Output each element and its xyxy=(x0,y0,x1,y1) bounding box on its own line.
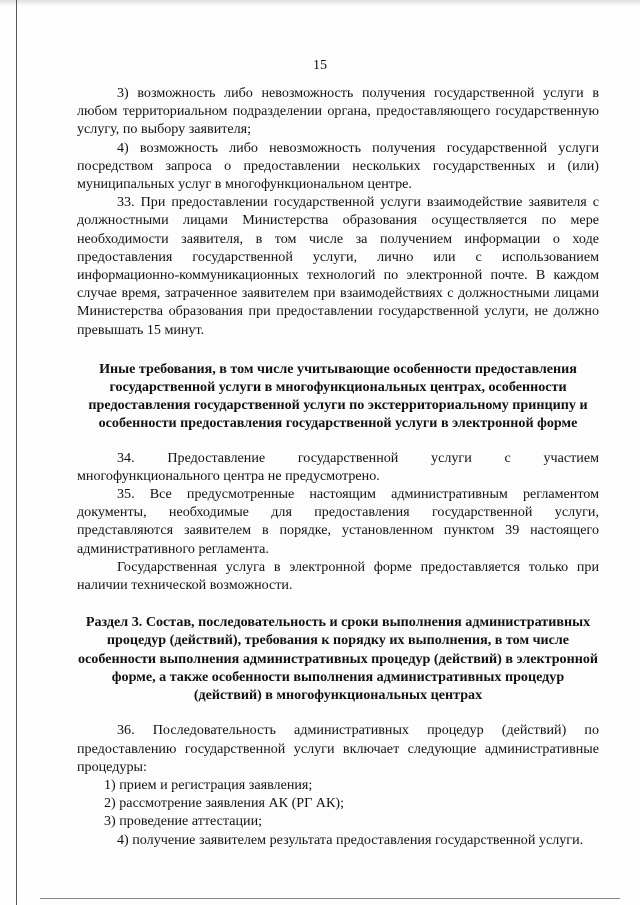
scan-left-edge xyxy=(16,0,17,905)
paragraph-item-4: 4) возможность либо невозможность получения государственной услуги посредством запроса о предоставлении нескольких государственных и (или) муниципальных услуг в многофункциональном центре. xyxy=(77,139,599,193)
procedure-item-2: 2) рассмотрение заявления АК (РГ АК); xyxy=(104,795,344,812)
paragraph-36: 36. Последовательность административных процедур (действий) по предоставлению государственной услуги включает следующие административные процедуры: xyxy=(77,722,599,775)
section-heading-other-requirements: Иные требования, в том числе учитывающие особенности предоставления государственной услуги в многофункциональных центрах, особенности предоставления государственной услуги по экстерриториальному принципу и особенности предоставления государственной услуги в электронной форме xyxy=(88,360,588,432)
paragraph-35: 35. Все предусмотренные настоящим административным регламентом документы, необходимые для предоставления государственной услуги, представляются заявителем в порядке, установленном пунктом 39 настоящего административного регламента. xyxy=(77,486,599,557)
scan-bottom-edge xyxy=(40,898,620,899)
scan-top-edge xyxy=(0,0,640,6)
page-number: 15 xyxy=(313,58,327,73)
procedure-item-1: 1) прием и регистрация заявления; xyxy=(104,776,313,793)
paragraph-33: 33. При предоставлении государственной услуги взаимодействие заявителя с должностными лицами Министерства образования осуществляется по мере необходимости заявителя, в том числе за получением информации о ходе предоставления государственной услуги, лично или с использованием информационно-коммуникационных технологий по электронной почте. В каждом случае время, затраченное заявителем при взаимодействиях с должностными лицами Министерства образования при предоставлении государственной услуги, не должно превышать 15 минут. xyxy=(77,194,599,338)
section-3-heading: Раздел 3. Состав, последовательность и сроки выполнения административных процедур (действий), требования к порядку их выполнения, в том числе особенности выполнения административных процедур (действий) в электронной форме, а также особенности выполнения административных процедур (действий) в многофункциональных центрах xyxy=(77,614,599,704)
procedure-item-4: 4) получение заявителем результата предоставления государственной услуги. xyxy=(117,831,584,848)
paragraph-34: 34. Предоставление государственной услуги с участием многофункционального центра не предусмотрено. xyxy=(77,449,599,484)
procedure-item-3: 3) проведение аттестации; xyxy=(104,813,263,830)
document-body xyxy=(77,84,599,849)
paragraph-item-3: 3) возможность либо невозможность получения государственной услуги в любом территориальном подразделении органа, предоставляющего государственную услугу, по выбору заявителя; xyxy=(77,85,599,138)
paragraph-electronic-form: Государственная услуга в электронной форме предоставляется только при наличии технической возможности. xyxy=(77,558,599,594)
